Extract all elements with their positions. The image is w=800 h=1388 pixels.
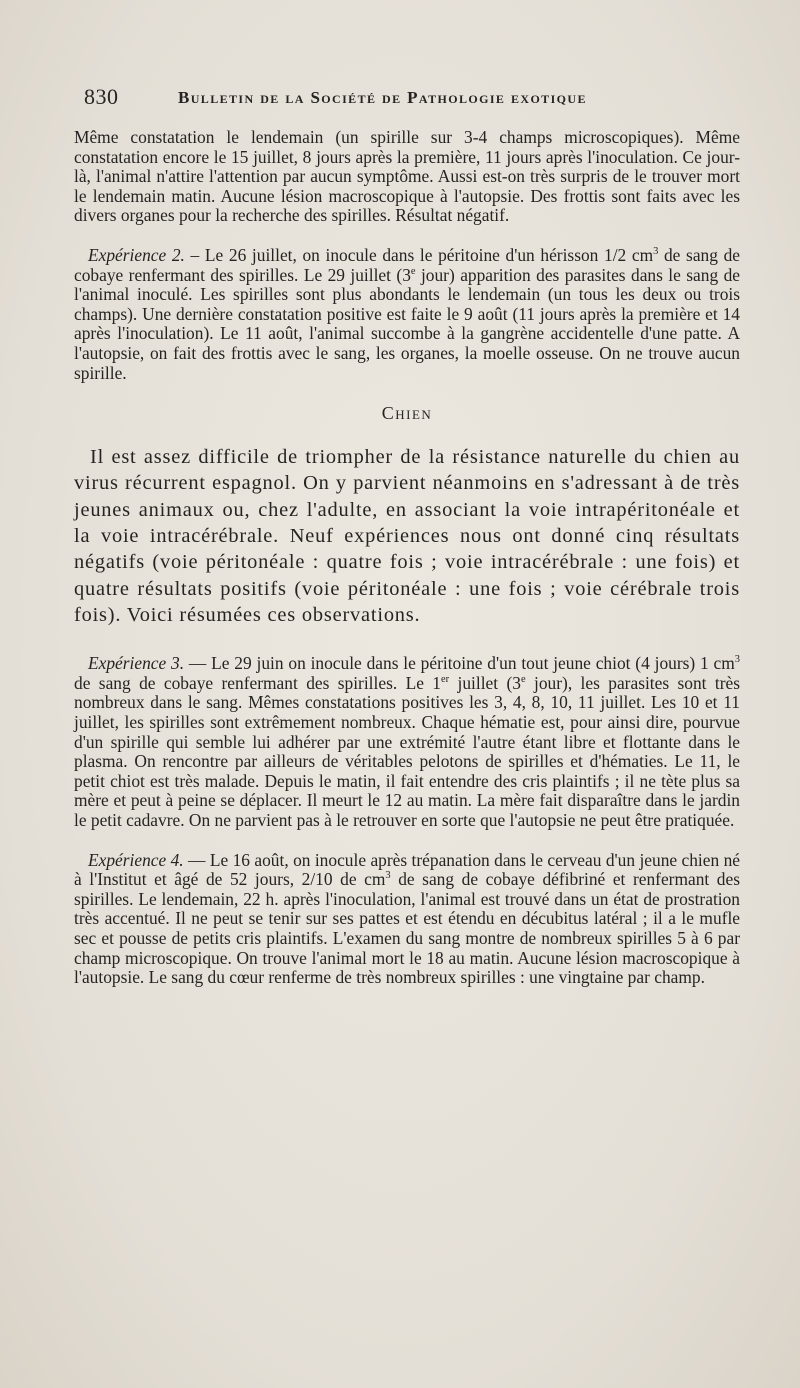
experience-4-text: de sang de cobaye défibriné et renfermant des spirilles. Le lendemain, 22 h. après l'inoculation, l'animal est trouvé dans un état de prostration très accentué. Il ne peut se tenir sur ses pattes et est étendu en décubitus latéral ; il a le mufle sec et pousse de petits cris plaintifs. L'examen du sang montre de nombreux spirilles 5 à 6 par champ microscopique. On trouve l'animal mort le 18 au matin. Aucune lésion macroscopique à l'autopsie. Le sang du cœur renferme de très nombreux spirilles : une vingtaine par champ. <box>74 869 740 988</box>
experience-3-text: jour), les parasites sont très nombreux dans le sang. Mêmes constatations positives les 3, 4, 8, 10, 11 juillet. Les 10 et 11 juillet, les spirilles sont extrêmement nombreux. Chaque hématie est, pour ainsi dire, pourvue d'un spirille qui semble lui adhérer par une extrémité l'autre étant libre et flottante dans le plasma. On rencontre par ailleurs de véritables pelotons de spirilles et d'hématies. Le 11, le petit chiot est très malade. Depuis le matin, il fait entendre des cris plaintifs ; il ne tète plus sa mère et peut à peine se déplacer. Il meurt le 12 au matin. La mère fait disparaître dans le jardin le petit cadavre. On ne parvient pas à le retrouver en sorte que l'autopsie ne peut être pratiquée. <box>74 672 740 830</box>
running-title: Bulletin de la Société de Pathologie exotique <box>178 88 587 107</box>
paragraph-continuation: Même constatation le lendemain (un spirille sur 3-4 champs microscopiques). Même constatation encore le 15 juillet, 8 jours après la première, 11 jours après l'inoculation. Ce jour-là, l'animal n'attire l'attention par aucun symptôme. Aussi est-on très surpris de le trouver mort le lendemain matin. Aucune lésion macroscopique à l'autopsie. Des frottis sont faits avec les divers organes pour la recherche des spirilles. Résultat négatif. <box>74 127 740 226</box>
experience-2-label: Expérience 2. <box>88 244 185 265</box>
superscript-cube: 3 <box>653 246 659 258</box>
article-body <box>74 128 740 1008</box>
paragraph-experience-3 <box>74 654 740 830</box>
paragraph-experience-2 <box>74 246 740 383</box>
experience-2-text: de sang de cobaye renfermant des spirilles. Le 29 juillet (3 <box>74 244 740 285</box>
experience-3-text: juillet (3 <box>449 672 521 693</box>
superscript-e: e <box>410 265 416 277</box>
superscript-cube: 3 <box>734 654 740 666</box>
experience-3-label: Expérience 3. <box>88 653 185 674</box>
experience-3-text: — Le 29 juin on inocule dans le péritoine d'un tout jeune chiot (4 jours) 1 cm <box>184 653 735 674</box>
paragraph-experience-4 <box>74 851 740 988</box>
superscript-er: er <box>441 674 450 685</box>
page-header <box>84 84 744 114</box>
page-number: 830 <box>84 84 119 109</box>
superscript-e: e <box>520 674 526 685</box>
experience-3-text: de sang de cobaye renfermant des spirilles. Le 1 <box>74 672 442 693</box>
superscript-cube: 3 <box>385 870 391 882</box>
experience-2-text: jour) apparition des parasites dans le sang de l'animal inoculé. Les spirilles sont plus abondants le lendemain (un tous les deux ou trois champs). Une dernière constatation positive est faite le 9 août (11 jours après la première et 14 après l'inoculation). Le 11 août, l'animal succombe à la gangrène accidentelle d'une patte. A l'autopsie, on fait des frottis avec le sang, les organes, la moelle osseuse. On ne trouve aucun spirille. <box>74 264 740 383</box>
paragraph-chien-intro: Il est assez difficile de triompher de la résistance naturelle du chien au virus récurrent espagnol. On y parvient néanmoins en s'adressant à de très jeunes animaux ou, chez l'adulte, en associant la voie intrapéritonéale et la voie intracérébrale. Neuf expériences nous ont donné cinq résultats négatifs (voie péritonéale : quatre fois ; voie intracérébrale : une fois) et quatre résultats positifs (voie péritonéale : une fois ; voie cérébrale trois fois). Voici résumées ces observations. <box>74 446 740 626</box>
experience-4-text: — Le 16 août, on inocule après trépanation dans le cerveau d'un jeune chien né à l'Institut et âgé de 52 jours, 2/10 de cm <box>74 849 740 890</box>
experience-2-text: – Le 26 juillet, on inocule dans le péritoine d'un hérisson 1/2 cm <box>184 244 654 265</box>
experience-4-label: Expérience 4. <box>88 849 184 870</box>
section-heading-chien: Chien <box>381 403 433 424</box>
